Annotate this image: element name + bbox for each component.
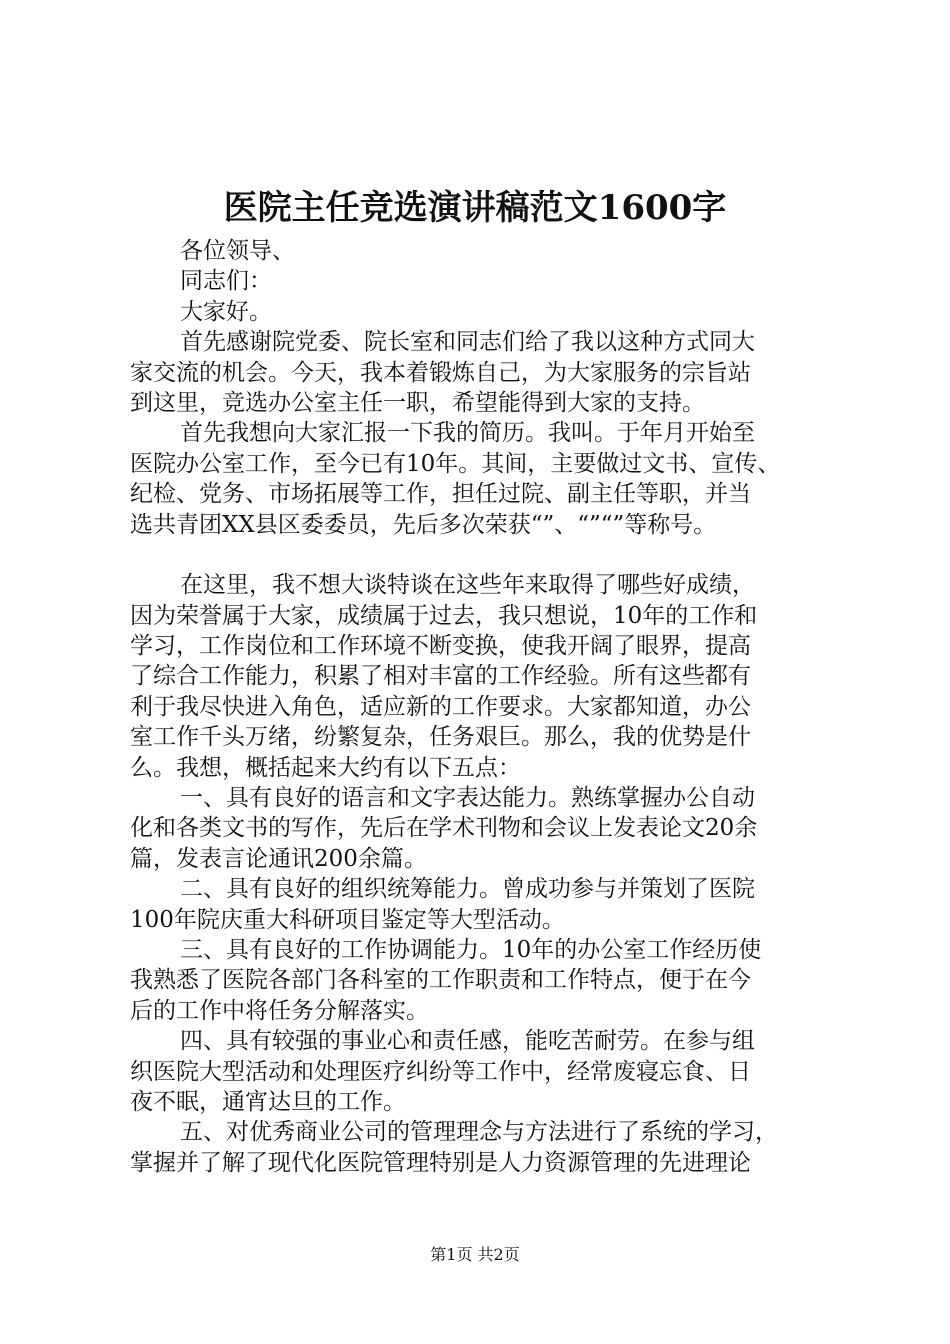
text-line: 了综合工作能力，积累了相对丰富的工作经验。所有这些都有 <box>130 663 751 690</box>
page-footer: 第1页 共2页 <box>430 1245 520 1264</box>
text-line: 化和各类文书的写作，先后在学术刊物和会议上发表论文20余 <box>130 815 758 842</box>
text-line: 纪检、党务、市场拓展等工作，担任过院、副主任等职，并当 <box>130 481 751 508</box>
document-body <box>130 236 852 1178</box>
text-line: 家交流的机会。今天，我本着锻炼自己，为大家服务的宗旨站 <box>130 359 751 386</box>
text-line: 三、具有良好的工作协调能力。10年的办公室工作经历使 <box>180 936 762 963</box>
text-line: 医院办公室工作，至今已有10年。其间，主要做过文书、宣传、 <box>130 450 781 477</box>
text-line: 同志们： <box>180 268 272 295</box>
text-line: 首先感谢院党委、院长室和同志们给了我以这种方式同大 <box>180 329 755 356</box>
text-line: 夜不眠，通宵达旦的工作。 <box>130 1088 406 1115</box>
text-line: 二、具有良好的组织统筹能力。曾成功参与并策划了医院 <box>180 876 755 903</box>
text-line <box>130 540 852 570</box>
text-line: 室工作千头万绪，纷繁复杂，任务艰巨。那么，我的优势是什 <box>130 724 751 751</box>
text-line: 选共青团XX县区委委员，先后多次荣获“”、“”“”等称号。 <box>130 511 717 538</box>
text-line: 篇，发表言论通讯200余篇。 <box>130 845 427 872</box>
text-line: 织医院大型活动和处理医疗纠纷等工作中，经常废寝忘食、日 <box>130 1058 751 1085</box>
text-line: 首先我想向大家汇报一下我的简历。我叫。于年月开始至 <box>180 420 755 447</box>
document-title: 医院主任竞选演讲稿范文1600字 <box>223 188 727 228</box>
text-line: 我熟悉了医院各部门各科室的工作职责和工作特点，便于在今 <box>130 967 751 994</box>
text-line: 五、对优秀商业公司的管理理念与方法进行了系统的学习， <box>180 1119 778 1146</box>
text-line: 么。我想，概括起来大约有以下五点： <box>130 754 521 781</box>
text-line: 因为荣誉属于大家，成绩属于过去，我只想说，10年的工作和 <box>130 602 758 629</box>
text-line: 大家好。 <box>180 298 272 325</box>
text-line: 100年院庆重大科研项目鉴定等大型活动。 <box>130 906 565 933</box>
text-line: 到这里，竞选办公室主任一职，希望能得到大家的支持。 <box>130 389 705 416</box>
text-line: 后的工作中将任务分解落实。 <box>130 997 429 1024</box>
text-line: 在这里，我不想大谈特谈在这些年来取得了哪些好成绩， <box>180 572 755 599</box>
text-line: 各位领导、 <box>180 238 295 264</box>
text-line: 利于我尽快进入角色，适应新的工作要求。大家都知道，办公 <box>130 693 751 720</box>
text-line: 学习，工作岗位和工作环境不断变换，使我开阔了眼界，提高 <box>130 633 751 660</box>
text-line: 掌握并了解了现代化医院管理特别是人力资源管理的先进理论 <box>130 1149 751 1176</box>
text-line: 一、具有良好的语言和文字表达能力。熟练掌握办公自动 <box>180 785 755 812</box>
text-line: 四、具有较强的事业心和责任感，能吃苦耐劳。在参与组 <box>180 1028 755 1055</box>
